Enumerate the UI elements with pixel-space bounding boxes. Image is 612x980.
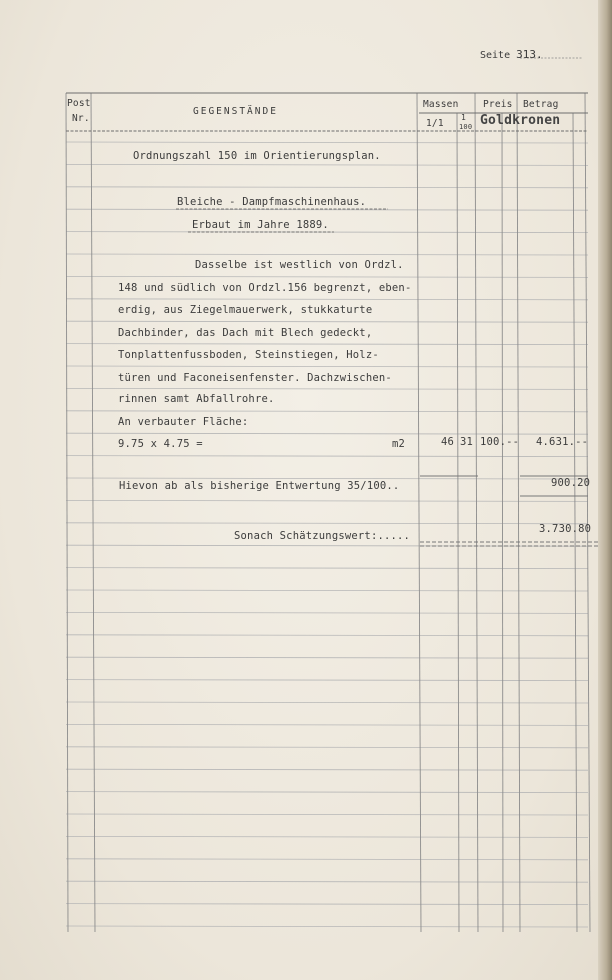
line-desc-1: Dasselbe ist westlich von Ordzl. (195, 259, 404, 271)
ruled-line (66, 500, 588, 501)
column-line-massen-dec (457, 113, 459, 932)
massen-integer: 46 (441, 436, 455, 448)
column-line-post (91, 93, 95, 932)
header-massen-fraction-den: 100 (459, 123, 473, 131)
ruled-line (66, 276, 588, 277)
ruled-line (66, 590, 588, 591)
header-massen: Massen (423, 99, 459, 110)
ruled-line (66, 411, 588, 412)
column-line-massen (475, 93, 478, 932)
ruled-line (66, 164, 588, 165)
ruled-line (66, 904, 588, 905)
ruled-line (66, 769, 588, 770)
line-calc: 9.75 x 4.75 = (118, 438, 203, 450)
ruled-line (66, 232, 588, 233)
line-desc-6: türen und Faconeisenfenster. Dachzwischen- (118, 372, 392, 384)
header-massen-fraction-num: 1 (461, 113, 467, 122)
ruled-line (66, 344, 588, 345)
column-line-preis-dec (502, 113, 503, 932)
ruled-line (66, 523, 588, 524)
ruled-line (66, 926, 588, 927)
header-post: Post (67, 98, 91, 109)
header-nr: Nr. (72, 113, 90, 124)
line-unit: m2 (392, 438, 406, 450)
ruled-line (66, 657, 588, 658)
ruled-line (66, 433, 588, 434)
ruled-line (66, 187, 588, 188)
ruled-line (66, 142, 588, 143)
ruled-line (66, 724, 588, 725)
header-currency: Goldkronen (480, 113, 561, 128)
column-line-left (66, 93, 68, 932)
line-schaetzungswert: Sonach Schätzungswert:..... (234, 530, 411, 542)
ruled-line (66, 836, 588, 837)
massen-decimal: 31 (460, 436, 474, 448)
ruled-line (66, 478, 588, 479)
page-number (480, 48, 543, 61)
page-binding-edge (598, 0, 612, 980)
page-number-value: 313. (516, 48, 543, 61)
ruled-line (66, 859, 588, 860)
ruled-line (66, 747, 588, 748)
ruled-line (66, 612, 588, 613)
ruled-line (66, 366, 588, 367)
ruled-line (66, 635, 588, 636)
ruled-line (66, 321, 588, 322)
ruled-line (66, 254, 588, 255)
preis-value: 100.-- (480, 436, 520, 448)
abzug-betrag: 900.20 (551, 477, 591, 489)
line-desc-3: erdig, aus Ziegelmauerwerk, stukkaturte (118, 304, 373, 316)
schaetzungswert-betrag: 3.730.80 (539, 523, 592, 535)
column-line-right (585, 93, 590, 932)
ruled-line (66, 299, 588, 300)
line-desc-2: 148 und südlich von Ordzl.156 begrenzt, eben- (118, 282, 412, 294)
ruled-line (66, 680, 588, 681)
line-desc-7: rinnen samt Abfallrohre. (118, 393, 275, 405)
ruled-line (66, 792, 588, 793)
header-preis: Preis (483, 99, 513, 110)
line-desc-5: Tonplattenfussboden, Steinstiegen, Holz- (118, 349, 379, 361)
ruled-line (66, 545, 588, 546)
header-gegenstaende: GEGENSTÄNDE (193, 106, 278, 117)
ruled-line (66, 388, 588, 389)
ruled-line (66, 702, 588, 703)
line-desc-4: Dachbinder, das Dach mit Blech gedeckt, (118, 327, 373, 339)
column-line-preis (517, 93, 520, 932)
line-abzug: Hievon ab als bisherige Entwertung 35/100.. (119, 480, 400, 492)
line-ordnungszahl: Ordnungszahl 150 im Orientierungsplan. (133, 150, 381, 162)
line-erbaut: Erbaut im Jahre 1889. (192, 219, 329, 231)
header-massen-whole: 1/1 (426, 118, 444, 129)
page-number-label: Seite (480, 50, 511, 61)
ruled-line (66, 456, 588, 457)
column-line-text (417, 93, 421, 932)
ruled-line (66, 881, 588, 882)
line-title: Bleiche - Dampfmaschinenhaus. (177, 196, 367, 208)
ruled-line (66, 568, 588, 569)
header-betrag: Betrag (523, 99, 559, 110)
ruled-line (66, 814, 588, 815)
line-flaeche-label: An verbauter Fläche: (118, 416, 249, 428)
betrag-value: 4.631.-- (536, 436, 589, 448)
